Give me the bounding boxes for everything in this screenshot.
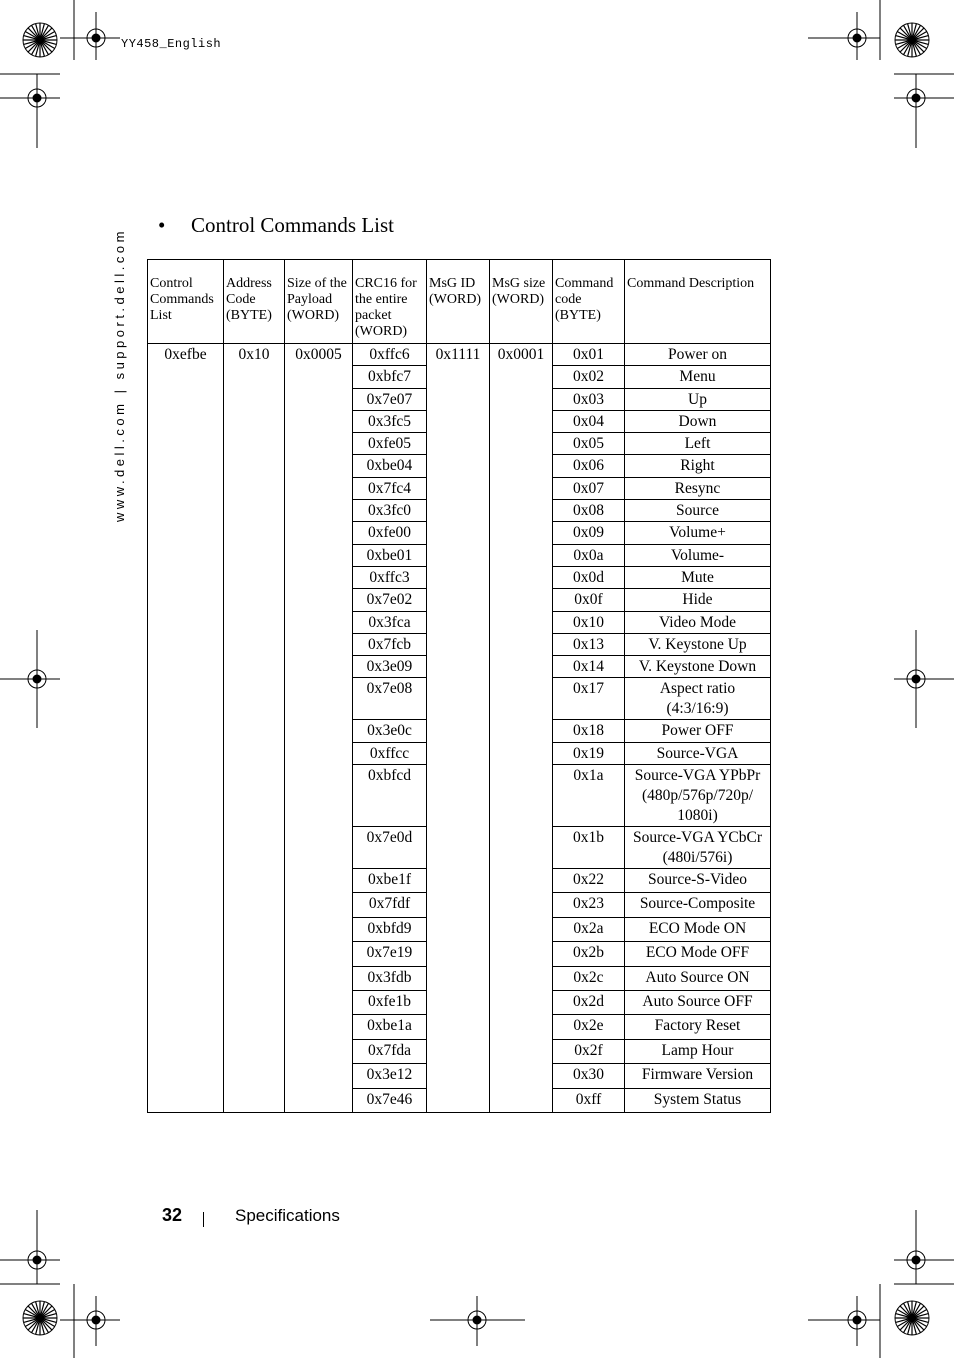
command-code-cell: 0x2d	[553, 991, 625, 1015]
command-code-cell: 0x13	[553, 633, 625, 655]
command-code-cell: 0x17	[553, 678, 625, 720]
footer-section-name: Specifications	[235, 1206, 340, 1225]
section-heading	[158, 213, 394, 238]
command-description-cell: Firmware Version	[625, 1064, 771, 1088]
column-header: Control Commands List	[148, 260, 224, 344]
crc-cell: 0x7fcb	[353, 633, 427, 655]
control-commands-list-cell: 0xefbe	[148, 344, 224, 1113]
command-description-cell: ECO Mode OFF	[625, 942, 771, 966]
command-description-cell: Resync	[625, 477, 771, 499]
command-code-cell: 0x2c	[553, 966, 625, 990]
command-description-cell: Factory Reset	[625, 1015, 771, 1039]
column-header: Command Description	[625, 260, 771, 344]
command-description-cell: Source-VGA	[625, 742, 771, 764]
crc-cell: 0x3fdb	[353, 966, 427, 990]
command-code-cell: 0x03	[553, 388, 625, 410]
crc-cell: 0xbe04	[353, 455, 427, 477]
command-description-cell: Auto Source ON	[625, 966, 771, 990]
command-description-cell: V. Keystone Down	[625, 656, 771, 678]
command-description-cell: Up	[625, 388, 771, 410]
command-code-cell: 0x23	[553, 893, 625, 917]
msg-size-cell: 0x0001	[490, 344, 553, 1113]
column-header: Address Code (BYTE)	[224, 260, 285, 344]
crc-cell: 0x7e0d	[353, 827, 427, 869]
command-description-cell: Source-VGA YPbPr (480p/576p/720p/ 1080i)	[625, 765, 771, 827]
footer-divider	[203, 1212, 204, 1227]
command-code-cell: 0x0d	[553, 566, 625, 588]
crc-cell: 0xbe1f	[353, 869, 427, 893]
command-description-cell: Auto Source OFF	[625, 991, 771, 1015]
crc-cell: 0x3e12	[353, 1064, 427, 1088]
command-code-cell: 0x2e	[553, 1015, 625, 1039]
command-code-cell: 0x07	[553, 477, 625, 499]
command-description-cell: Hide	[625, 589, 771, 611]
crc-cell: 0xfe1b	[353, 991, 427, 1015]
crc-cell: 0x7e07	[353, 388, 427, 410]
column-header: Size of the Payload (WORD)	[285, 260, 353, 344]
crc-cell: 0xbfc7	[353, 366, 427, 388]
command-code-cell: 0x02	[553, 366, 625, 388]
crc-cell: 0x3fc0	[353, 500, 427, 522]
crc-cell: 0x3fca	[353, 611, 427, 633]
command-description-cell: Volume+	[625, 522, 771, 544]
crc-cell: 0xbe1a	[353, 1015, 427, 1039]
crc-cell: 0x7fda	[353, 1039, 427, 1063]
crc-cell: 0xbfcd	[353, 765, 427, 827]
crc-cell: 0x3e09	[353, 656, 427, 678]
column-header: CRC16 for the entire packet (WORD)	[353, 260, 427, 344]
crc-cell: 0xfe00	[353, 522, 427, 544]
command-description-cell: Source-S-Video	[625, 869, 771, 893]
command-description-cell: Video Mode	[625, 611, 771, 633]
command-code-cell: 0x05	[553, 433, 625, 455]
crc-cell: 0xffc6	[353, 344, 427, 366]
crc-cell: 0x3e0c	[353, 720, 427, 742]
crc-cell: 0x7fc4	[353, 477, 427, 499]
command-description-cell: Left	[625, 433, 771, 455]
crc-cell: 0x7e08	[353, 678, 427, 720]
column-header: MsG size (WORD)	[490, 260, 553, 344]
crc-cell: 0xffcc	[353, 742, 427, 764]
command-description-cell: ECO Mode ON	[625, 917, 771, 941]
command-code-cell: 0x04	[553, 410, 625, 432]
command-description-cell: System Status	[625, 1088, 771, 1112]
command-code-cell: 0x2b	[553, 942, 625, 966]
file-id-label: YY458_English	[121, 37, 222, 51]
msg-id-cell: 0x1111	[427, 344, 490, 1113]
command-description-cell: Menu	[625, 366, 771, 388]
command-description-cell: Aspect ratio (4:3/16:9)	[625, 678, 771, 720]
payload-size-cell: 0x0005	[285, 344, 353, 1113]
command-description-cell: Volume-	[625, 544, 771, 566]
command-description-cell: Mute	[625, 566, 771, 588]
command-code-cell: 0x0f	[553, 589, 625, 611]
bullet: •	[158, 213, 166, 237]
command-description-cell: V. Keystone Up	[625, 633, 771, 655]
crc-cell: 0xbfd9	[353, 917, 427, 941]
crc-cell: 0x7fdf	[353, 893, 427, 917]
sidebar-url: www.dell.com | support.dell.com	[112, 228, 127, 522]
command-code-cell: 0x1b	[553, 827, 625, 869]
page-number: 32	[162, 1205, 183, 1225]
command-code-cell: 0x18	[553, 720, 625, 742]
crc-cell: 0x3fc5	[353, 410, 427, 432]
crc-cell: 0xffc3	[353, 566, 427, 588]
command-code-cell: 0x22	[553, 869, 625, 893]
command-code-cell: 0x30	[553, 1064, 625, 1088]
command-code-cell: 0x09	[553, 522, 625, 544]
command-code-cell: 0x19	[553, 742, 625, 764]
crc-cell: 0x7e46	[353, 1088, 427, 1112]
command-code-cell: 0x01	[553, 344, 625, 366]
command-code-cell: 0xff	[553, 1088, 625, 1112]
address-code-cell: 0x10	[224, 344, 285, 1113]
command-code-cell: 0x14	[553, 656, 625, 678]
column-header: Command code (BYTE)	[553, 260, 625, 344]
command-code-cell: 0x10	[553, 611, 625, 633]
command-description-cell: Right	[625, 455, 771, 477]
command-code-cell: 0x0a	[553, 544, 625, 566]
column-header: MsG ID (WORD)	[427, 260, 490, 344]
command-description-cell: Power OFF	[625, 720, 771, 742]
command-description-cell: Source-VGA YCbCr (480i/576i)	[625, 827, 771, 869]
command-code-cell: 0x2a	[553, 917, 625, 941]
crc-cell: 0xfe05	[353, 433, 427, 455]
command-description-cell: Power on	[625, 344, 771, 366]
command-description-cell: Source-Composite	[625, 893, 771, 917]
crc-cell: 0xbe01	[353, 544, 427, 566]
table-header-row	[148, 260, 771, 344]
command-code-cell: 0x08	[553, 500, 625, 522]
section-title: Control Commands List	[191, 213, 395, 237]
command-code-cell: 0x1a	[553, 765, 625, 827]
command-code-cell: 0x06	[553, 455, 625, 477]
crc-cell: 0x7e02	[353, 589, 427, 611]
command-code-cell: 0x2f	[553, 1039, 625, 1063]
command-description-cell: Down	[625, 410, 771, 432]
command-description-cell: Source	[625, 500, 771, 522]
table-row	[148, 344, 771, 366]
control-commands-table	[147, 259, 771, 1113]
command-description-cell: Lamp Hour	[625, 1039, 771, 1063]
crc-cell: 0x7e19	[353, 942, 427, 966]
